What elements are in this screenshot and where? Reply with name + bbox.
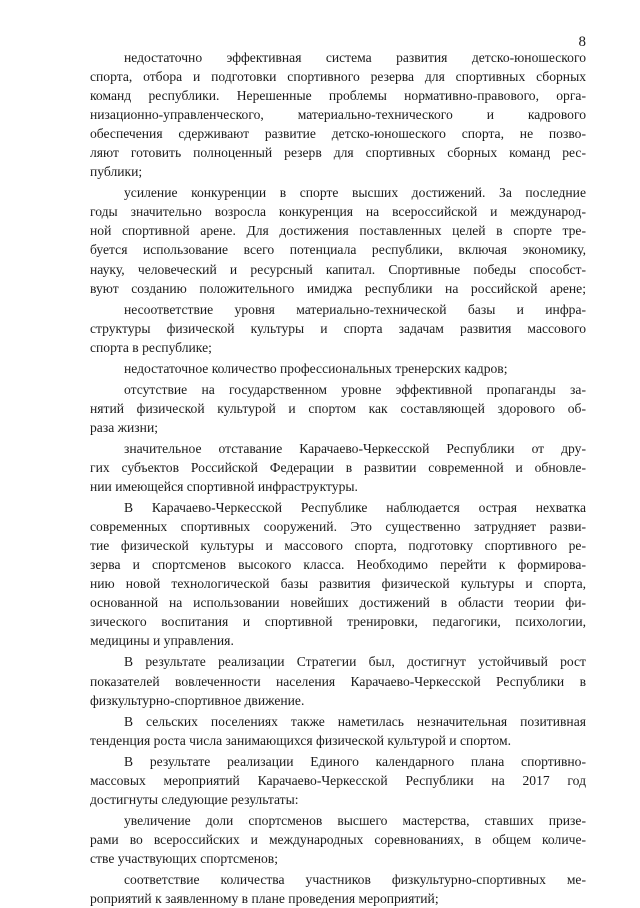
text-line: современных спортивных сооружений. Это существенно затрудняет разви-	[90, 519, 586, 535]
text-line: массовых мероприятий Карачаево-Черкесской Республики на 2017 год	[90, 772, 586, 788]
text-line: тенденция роста числа занимающихся физической культурой и спортом.	[90, 732, 511, 748]
text-line: показателей вовлеченности населения Карачаево-Черкесской Республики в	[90, 673, 586, 689]
text-line: основанной на использовании новейших достижений в области теории фи-	[90, 595, 586, 611]
text-line: буется использование всего потенциала республики, включая экономику,	[90, 242, 586, 258]
text-line: зического воспитания и спортивной тренировки, педагогики, психологии,	[90, 614, 586, 630]
text-line: спорта в республике;	[90, 339, 212, 355]
document-body	[90, 48, 586, 908]
text-line: нию новой технологической базы развития физической культуры и спорта,	[90, 576, 586, 592]
text-line: гих субъектов Российской Федерации в развитии современной и обновле-	[90, 459, 586, 475]
text-line: роприятий к заявленному в плане проведения мероприятий;	[90, 891, 439, 907]
text-line: команд республики. Нерешенные проблемы нормативно-правового, орга-	[90, 88, 586, 104]
text-line: значительное отставание Карачаево-Черкесской Республики от дру-	[124, 440, 586, 456]
text-line: публики;	[90, 164, 143, 180]
text-line: В сельских поселениях также наметилась незначительная позитивная	[124, 713, 586, 729]
text-line: структуры физической культуры и спорта задачам развития массового	[90, 320, 586, 336]
page-number: 8	[578, 34, 586, 50]
text-line: недостаточное количество профессиональных тренерских кадров;	[124, 360, 508, 376]
text-line: зерва и спортсменов высокого класса. Необходимо перейти к формирова-	[90, 557, 586, 573]
text-line: усиление конкуренции в спорте высших достижений. За последние	[124, 185, 586, 201]
text-line: отсутствие на государственном уровне эффективной пропаганды за-	[124, 381, 586, 397]
text-line: вуют созданию положительного имиджа республики на российской арене;	[90, 280, 586, 296]
text-line: раза жизни;	[90, 419, 158, 435]
text-line: годы значительно возросла конкуренция на всероссийской и международ-	[90, 204, 586, 220]
text-line: стве участвующих спортсменов;	[90, 850, 278, 866]
text-line: несоответствие уровня материально-технической базы и инфра-	[124, 301, 586, 317]
text-line: недостаточно эффективная система развития детско-юношеского	[124, 50, 586, 65]
text-line: достигнуты следующие результаты:	[90, 791, 299, 807]
text-line: физкультурно-спортивное движение.	[90, 692, 305, 708]
text-line: ляют готовить полноценный резерв для спортивных сборных команд рес-	[90, 145, 586, 161]
text-line: В результате реализации Стратегии был, достигнут устойчивый рост	[124, 654, 586, 670]
text-line: В результате реализации Единого календарного плана спортивно-	[124, 753, 586, 769]
text-line: тие физической культуры и массового спорта, подготовку спортивного ре-	[90, 538, 586, 554]
text-line: увеличение доли спортсменов высшего мастерства, ставших призе-	[124, 812, 586, 828]
text-line: низационно-управленческого, материально-технического и кадрового	[90, 107, 586, 123]
text-line: В Карачаево-Черкесской Республике наблюдается острая нехватка	[124, 500, 586, 516]
text-line: нии имеющейся спортивной инфраструктуры.	[90, 479, 358, 495]
text-line: рами во всероссийских и международных соревнованиях, в общем количе-	[90, 831, 586, 847]
text-line: обеспечения сдерживают развитие детско-юношеского спорта, не позво-	[90, 126, 586, 142]
text-line: медицины и управления.	[90, 633, 234, 649]
text-line: нятий физической культурой и спортом как составляющей здорового об-	[90, 400, 586, 416]
text-line: ной спортивной арене. Для достижения поставленных целей в спорте тре-	[90, 223, 586, 239]
text-line: спорта, отбора и подготовки спортивного резерва для спортивных сборных	[90, 69, 586, 85]
text-line: соответствие количества участников физкультурно-спортивных ме-	[124, 871, 586, 887]
text-line: науку, человеческий и ресурсный капитал. Спортивные победы способст-	[90, 261, 586, 277]
